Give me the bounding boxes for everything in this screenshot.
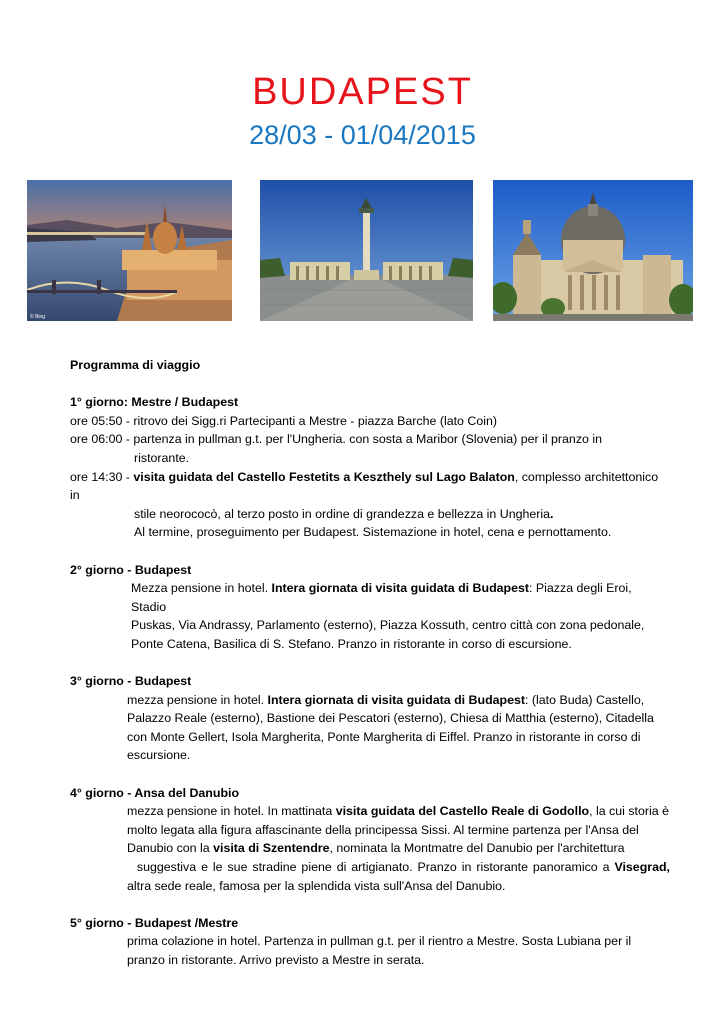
day5-title: 5° giorno - Budapest /Mestre — [70, 915, 239, 930]
photo-watermark: © Bing — [30, 314, 46, 320]
trip-dates: 28/03 - 01/04/2015 — [249, 120, 476, 150]
day4-line: molto legata alla figura affascinante della principessa Sissi. Al termine partenza per l'Ansa del — [127, 822, 639, 837]
program-heading: Programma di viaggio — [70, 358, 201, 372]
day4-line: mezza pensione in hotel. In mattinata visita guidata del Castello Reale di Godollo, la cui storia è — [127, 804, 669, 819]
day5-line: pranzo in ristorante. Arrivo previsto a Mestre in serata. — [127, 953, 425, 967]
day1-title: 1° giorno: Mestre / Budapest — [70, 395, 239, 410]
parliament-photo — [27, 180, 232, 321]
day2-title: 2° giorno - Budapest — [70, 562, 192, 577]
day4-line: Danubio con la visita di Szentendre, nominata la Montmatre del Danubio per l'architettura — [127, 841, 625, 856]
day1-line: stile neorococò, al terzo posto in ordine di grandezza e bellezza in Ungheria. — [134, 506, 554, 521]
day5-line: prima colazione in hotel. Partenza in pullman g.t. per il rientro a Mestre. Sosta Lubiana per il — [127, 934, 632, 949]
day2-line: Puskas, Via Andrassy, Parlamento (esterno), Piazza Kossuth, centro città con zona pedonale, — [131, 618, 645, 633]
day3-title: 3° giorno - Budapest — [70, 674, 192, 689]
day3-line: mezza pensione in hotel. Intera giornata di visita guidata di Budapest: (lato Buda) Castello, — [127, 692, 645, 707]
day3-line: con Monte Gellert, Isola Margherita, Ponte Margherita di Eiffel. Pranzo in ristorante in corso di — [127, 729, 641, 744]
day2-line: Ponte Catena, Basilica di S. Stefano. Pranzo in ristorante in corso di escursione. — [131, 636, 572, 651]
day3-line: Palazzo Reale (esterno), Bastione dei Pescatori (esterno), Chiesa di Matthia (esterno), Citadella — [127, 711, 654, 726]
day1-line: Al termine, proseguimento per Budapest. Sistemazione in hotel, cena e pernottamento. — [134, 525, 612, 540]
day1-line: ore 05:50 - ritrovo dei Sigg.ri Partecipanti a Mestre - piazza Barche (lato Coin) — [70, 413, 497, 428]
st-stephen-basilica-photo — [493, 180, 693, 321]
day3-line: escursione. — [127, 748, 191, 763]
day4-title: 4° giorno - Ansa del Danubio — [70, 785, 240, 800]
travel-program — [70, 356, 670, 970]
heroes-square-photo — [260, 180, 473, 321]
page-title: BUDAPEST — [252, 71, 473, 113]
day1-line: ore 06:00 - partenza in pullman g.t. per l'Ungheria. con sosta a Maribor (Slovenia) per il pranzo in — [70, 432, 602, 447]
day1-line: ore 14:30 - visita guidata del Castello Festetits a Keszthely sul Lago Balaton, complesso architettonico in — [70, 469, 659, 503]
day4-line: altra sede reale, famosa per la splendida vista sull'Ansa del Danubio. — [127, 878, 506, 893]
day4-line: suggestiva e le sue stradine piene di artigianato. Pranzo in ristorante panoramico a Visegrad, — [127, 860, 670, 875]
day1-line: ristorante. — [134, 450, 190, 465]
day2-line: Mezza pensione in hotel. Intera giornata di visita guidata di Budapest: Piazza degli Eroi, Stadio — [131, 581, 632, 614]
